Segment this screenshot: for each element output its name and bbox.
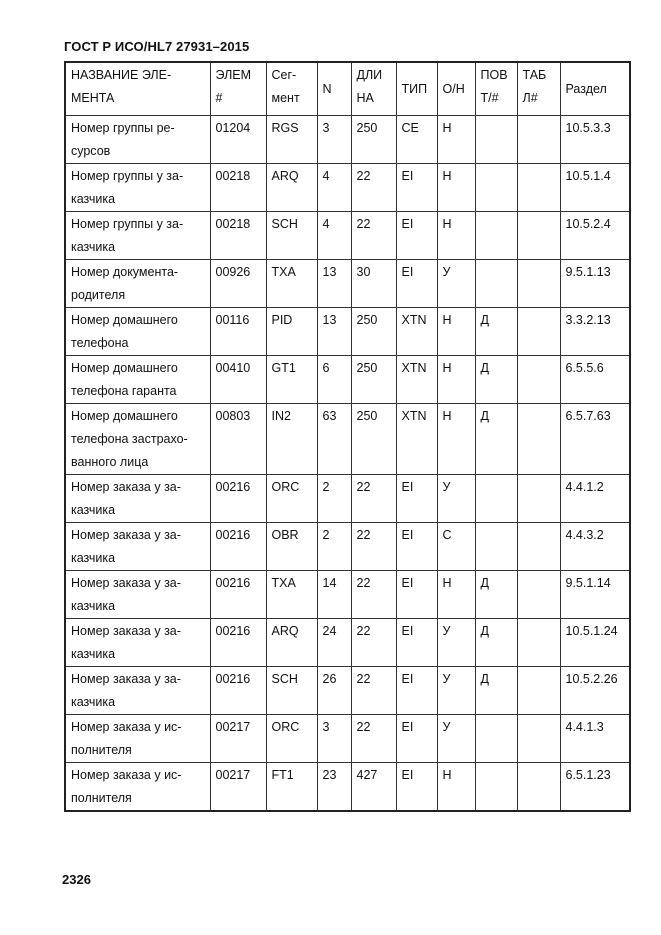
cell-element-name: Номер заказа у ис-полнителя <box>65 763 210 812</box>
cell-n: 13 <box>317 260 351 308</box>
cell-n: 4 <box>317 212 351 260</box>
cell-element-name: Номер домашнего телефона застрахо-ванного лица <box>65 404 210 475</box>
cell-element-number: 00216 <box>210 667 266 715</box>
cell-length: 250 <box>351 308 396 356</box>
cell-n: 4 <box>317 164 351 212</box>
cell-element-name: Номер заказа у за-казчика <box>65 475 210 523</box>
cell-n: 14 <box>317 571 351 619</box>
cell-requirement: У <box>437 715 475 763</box>
cell-section: 10.5.1.24 <box>560 619 630 667</box>
cell-segment: OBR <box>266 523 317 571</box>
column-header-type: ТИП <box>396 62 437 116</box>
cell-type: XTN <box>396 356 437 404</box>
cell-element-name: Номер заказа у за-казчика <box>65 523 210 571</box>
table-row <box>65 116 630 164</box>
page-number: 2326 <box>62 872 91 887</box>
cell-segment: PID <box>266 308 317 356</box>
cell-section: 10.5.3.3 <box>560 116 630 164</box>
cell-section: 4.4.3.2 <box>560 523 630 571</box>
cell-table-number <box>517 619 560 667</box>
cell-element-number: 00216 <box>210 475 266 523</box>
cell-element-number: 00926 <box>210 260 266 308</box>
cell-segment: TXA <box>266 260 317 308</box>
cell-table-number <box>517 404 560 475</box>
cell-table-number <box>517 356 560 404</box>
table-row <box>65 308 630 356</box>
cell-requirement: У <box>437 260 475 308</box>
cell-element-number: 00116 <box>210 308 266 356</box>
cell-element-name: Номер заказа у за-казчика <box>65 571 210 619</box>
column-header-table-number: ТАБ Л# <box>517 62 560 116</box>
column-header-n: N <box>317 62 351 116</box>
cell-segment: ORC <box>266 715 317 763</box>
column-header-requirement: О/Н <box>437 62 475 116</box>
table-row <box>65 356 630 404</box>
cell-repeat <box>475 260 517 308</box>
cell-requirement: Н <box>437 763 475 812</box>
cell-section: 4.4.1.2 <box>560 475 630 523</box>
cell-table-number <box>517 763 560 812</box>
table-row <box>65 667 630 715</box>
cell-repeat <box>475 164 517 212</box>
table-row <box>65 260 630 308</box>
cell-type: EI <box>396 715 437 763</box>
cell-length: 22 <box>351 475 396 523</box>
cell-repeat <box>475 763 517 812</box>
table-row <box>65 475 630 523</box>
cell-repeat <box>475 523 517 571</box>
cell-element-name: Номер группы у за-казчика <box>65 164 210 212</box>
cell-section: 6.5.5.6 <box>560 356 630 404</box>
cell-length: 250 <box>351 356 396 404</box>
cell-requirement: Н <box>437 164 475 212</box>
table-body <box>65 116 630 812</box>
cell-segment: ARQ <box>266 164 317 212</box>
cell-repeat: Д <box>475 404 517 475</box>
cell-element-number: 00218 <box>210 164 266 212</box>
cell-repeat: Д <box>475 667 517 715</box>
column-header-repeat: ПОВ Т/# <box>475 62 517 116</box>
cell-element-name: Номер домашнего телефона гаранта <box>65 356 210 404</box>
cell-type: XTN <box>396 404 437 475</box>
cell-n: 2 <box>317 475 351 523</box>
table-row <box>65 164 630 212</box>
cell-element-number: 00216 <box>210 571 266 619</box>
table-row <box>65 715 630 763</box>
cell-length: 250 <box>351 404 396 475</box>
cell-length: 250 <box>351 116 396 164</box>
cell-table-number <box>517 260 560 308</box>
cell-element-name: Номер документа-родителя <box>65 260 210 308</box>
cell-n: 23 <box>317 763 351 812</box>
cell-type: CE <box>396 116 437 164</box>
cell-table-number <box>517 523 560 571</box>
cell-requirement: С <box>437 523 475 571</box>
cell-type: EI <box>396 475 437 523</box>
cell-repeat <box>475 212 517 260</box>
table-row <box>65 763 630 812</box>
cell-element-number: 00410 <box>210 356 266 404</box>
cell-element-number: 00216 <box>210 619 266 667</box>
cell-element-name: Номер заказа у ис-полнителя <box>65 715 210 763</box>
cell-segment: GT1 <box>266 356 317 404</box>
cell-repeat: Д <box>475 356 517 404</box>
cell-table-number <box>517 308 560 356</box>
cell-n: 26 <box>317 667 351 715</box>
cell-length: 22 <box>351 715 396 763</box>
cell-element-number: 00217 <box>210 763 266 812</box>
cell-length: 30 <box>351 260 396 308</box>
cell-element-number: 01204 <box>210 116 266 164</box>
cell-length: 22 <box>351 571 396 619</box>
cell-n: 3 <box>317 116 351 164</box>
table-row <box>65 404 630 475</box>
cell-requirement: У <box>437 475 475 523</box>
cell-section: 10.5.2.26 <box>560 667 630 715</box>
cell-element-number: 00218 <box>210 212 266 260</box>
cell-type: EI <box>396 571 437 619</box>
cell-element-name: Номер группы у за-казчика <box>65 212 210 260</box>
cell-segment: RGS <box>266 116 317 164</box>
cell-n: 2 <box>317 523 351 571</box>
cell-length: 427 <box>351 763 396 812</box>
cell-segment: FT1 <box>266 763 317 812</box>
column-header-element-number: ЭЛЕМ # <box>210 62 266 116</box>
cell-n: 63 <box>317 404 351 475</box>
cell-repeat <box>475 715 517 763</box>
cell-requirement: Н <box>437 404 475 475</box>
cell-n: 13 <box>317 308 351 356</box>
cell-element-name: Номер заказа у за-казчика <box>65 667 210 715</box>
cell-type: EI <box>396 667 437 715</box>
cell-requirement: Н <box>437 308 475 356</box>
cell-segment: ARQ <box>266 619 317 667</box>
cell-element-number: 00216 <box>210 523 266 571</box>
cell-element-number: 00803 <box>210 404 266 475</box>
cell-requirement: Н <box>437 571 475 619</box>
column-header-section: Раздел <box>560 62 630 116</box>
cell-type: EI <box>396 212 437 260</box>
cell-table-number <box>517 571 560 619</box>
cell-table-number <box>517 475 560 523</box>
cell-type: EI <box>396 763 437 812</box>
cell-section: 10.5.2.4 <box>560 212 630 260</box>
cell-element-number: 00217 <box>210 715 266 763</box>
cell-segment: IN2 <box>266 404 317 475</box>
cell-repeat: Д <box>475 308 517 356</box>
table-row <box>65 619 630 667</box>
column-header-segment: Сег-мент <box>266 62 317 116</box>
cell-section: 6.5.1.23 <box>560 763 630 812</box>
table-row <box>65 523 630 571</box>
table-row <box>65 571 630 619</box>
cell-segment: SCH <box>266 667 317 715</box>
table-header-row <box>65 62 630 116</box>
cell-repeat <box>475 116 517 164</box>
cell-length: 22 <box>351 212 396 260</box>
cell-requirement: У <box>437 667 475 715</box>
cell-type: EI <box>396 260 437 308</box>
cell-section: 4.4.1.3 <box>560 715 630 763</box>
cell-length: 22 <box>351 619 396 667</box>
cell-repeat: Д <box>475 619 517 667</box>
cell-type: XTN <box>396 308 437 356</box>
cell-element-name: Номер домашнего телефона <box>65 308 210 356</box>
cell-section: 9.5.1.13 <box>560 260 630 308</box>
column-header-length: ДЛИ НА <box>351 62 396 116</box>
cell-table-number <box>517 715 560 763</box>
cell-table-number <box>517 116 560 164</box>
cell-requirement: Н <box>437 212 475 260</box>
document-header: ГОСТ Р ИСО/HL7 27931–2015 <box>64 39 250 54</box>
cell-section: 10.5.1.4 <box>560 164 630 212</box>
cell-table-number <box>517 212 560 260</box>
cell-segment: ORC <box>266 475 317 523</box>
cell-length: 22 <box>351 667 396 715</box>
cell-length: 22 <box>351 523 396 571</box>
cell-requirement: Н <box>437 116 475 164</box>
cell-element-name: Номер группы ре-сурсов <box>65 116 210 164</box>
cell-section: 6.5.7.63 <box>560 404 630 475</box>
element-table <box>64 61 631 812</box>
cell-n: 6 <box>317 356 351 404</box>
cell-table-number <box>517 667 560 715</box>
cell-section: 3.3.2.13 <box>560 308 630 356</box>
cell-n: 24 <box>317 619 351 667</box>
cell-element-name: Номер заказа у за-казчика <box>65 619 210 667</box>
cell-length: 22 <box>351 164 396 212</box>
cell-type: EI <box>396 619 437 667</box>
cell-requirement: У <box>437 619 475 667</box>
cell-segment: TXA <box>266 571 317 619</box>
cell-repeat: Д <box>475 571 517 619</box>
cell-section: 9.5.1.14 <box>560 571 630 619</box>
table-row <box>65 212 630 260</box>
cell-requirement: Н <box>437 356 475 404</box>
cell-n: 3 <box>317 715 351 763</box>
cell-type: EI <box>396 523 437 571</box>
cell-repeat <box>475 475 517 523</box>
cell-type: EI <box>396 164 437 212</box>
column-header-element-name: НАЗВАНИЕ ЭЛЕ-МЕНТА <box>65 62 210 116</box>
cell-table-number <box>517 164 560 212</box>
cell-segment: SCH <box>266 212 317 260</box>
